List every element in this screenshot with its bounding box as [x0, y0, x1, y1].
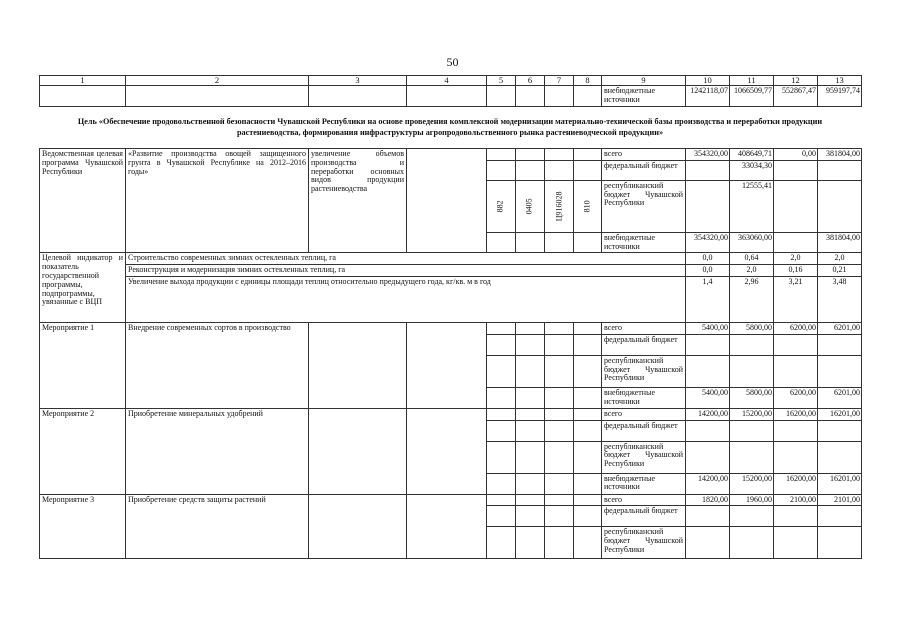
program-label: Ведомственная целевая программа Чувашской Республики — [40, 149, 126, 253]
value-cell: 16200,00 — [774, 473, 818, 494]
value-cell: 5800,00 — [730, 322, 774, 334]
col-2: 2 — [126, 76, 309, 86]
value-cell: 0,16 — [774, 265, 818, 277]
indicator-text: Строительство современных зимних остекленных теплиц, га — [126, 253, 686, 265]
source-label: всего — [602, 322, 686, 334]
code-cell — [574, 180, 602, 232]
col-5: 5 — [487, 76, 516, 86]
source-label: республиканский бюджет Чувашской Республики — [602, 441, 686, 473]
source-label: всего — [602, 149, 686, 161]
indicator-text: Реконструкция и модернизация зимних остекленных теплиц, га — [126, 265, 686, 277]
value-cell: 0,0 — [686, 265, 730, 277]
measure-name: Приобретение минеральных удобрений — [126, 408, 309, 494]
value-cell — [774, 180, 818, 232]
source-label: федеральный бюджет — [602, 506, 686, 527]
value-cell: 2,0 — [730, 265, 774, 277]
col-4: 4 — [407, 76, 487, 86]
value-cell: 12555,41 — [730, 180, 774, 232]
value-cell: 381804,00 — [818, 232, 862, 253]
source-label: республиканский бюджет Чувашской Республики — [602, 180, 686, 232]
source-label: внебюджетные источники — [602, 86, 686, 107]
value-cell: 552867,47 — [774, 86, 818, 107]
value-cell: 14200,00 — [686, 408, 730, 420]
value-cell: 6200,00 — [774, 387, 818, 408]
value-cell: 16200,00 — [774, 408, 818, 420]
value-cell: 0,21 — [818, 265, 862, 277]
source-label: внебюджетные источники — [602, 232, 686, 253]
code-text: 0405 — [524, 198, 534, 215]
value-cell: 15200,00 — [730, 473, 774, 494]
col-13: 13 — [818, 76, 862, 86]
source-label: республиканский бюджет Чувашской Республики — [602, 527, 686, 559]
value-cell: 0,64 — [730, 253, 774, 265]
measure-label: Мероприятие 1 — [40, 322, 126, 408]
value-cell: 5400,00 — [686, 387, 730, 408]
col-6: 6 — [516, 76, 545, 86]
code-cell — [516, 180, 545, 232]
measure-name: Внедрение современных сортов в производство — [126, 322, 309, 408]
value-cell: 33034,30 — [730, 160, 774, 180]
column-number-row — [40, 76, 862, 86]
measure-name: Приобретение средств защиты растений — [126, 494, 309, 559]
value-cell: 5400,00 — [686, 322, 730, 334]
value-cell: 1820,00 — [686, 494, 730, 506]
code-text: Ц916028 — [554, 191, 564, 222]
code-text: 810 — [582, 200, 592, 213]
value-cell: 354320,00 — [686, 232, 730, 253]
value-cell: 1066509,77 — [730, 86, 774, 107]
value-cell — [686, 180, 730, 232]
value-cell: 2,0 — [774, 253, 818, 265]
col-10: 10 — [686, 76, 730, 86]
value-cell: 1242118,07 — [686, 86, 730, 107]
value-cell: 3,48 — [818, 276, 862, 322]
value-cell: 3,21 — [774, 276, 818, 322]
value-cell: 6200,00 — [774, 322, 818, 334]
program-table — [39, 148, 862, 559]
value-cell: 2100,00 — [774, 494, 818, 506]
value-cell — [818, 180, 862, 232]
code-cell — [545, 180, 574, 232]
source-label: внебюджетные источники — [602, 473, 686, 494]
col-8: 8 — [574, 76, 602, 86]
value-cell: 1960,00 — [730, 494, 774, 506]
source-label: федеральный бюджет — [602, 420, 686, 441]
value-cell: 408649,71 — [730, 149, 774, 161]
value-cell: 16201,00 — [818, 473, 862, 494]
col-12: 12 — [774, 76, 818, 86]
header-table — [39, 75, 862, 107]
code-text: 882 — [495, 200, 505, 213]
value-cell: 959197,74 — [818, 86, 862, 107]
indicator-text: Увеличение выхода продукции с единицы площади теплиц относительно предыдущего года, кг/кв. м в год — [126, 276, 686, 322]
value-cell: 15200,00 — [730, 408, 774, 420]
value-cell: 6201,00 — [818, 322, 862, 334]
measure-label: Мероприятие 2 — [40, 408, 126, 494]
page-number: 50 — [446, 55, 459, 69]
value-cell — [774, 232, 818, 253]
measure-label: Мероприятие 3 — [40, 494, 126, 559]
table-row — [40, 494, 862, 506]
code-cell — [487, 180, 516, 232]
source-label: федеральный бюджет — [602, 334, 686, 355]
value-cell: 14200,00 — [686, 473, 730, 494]
value-cell: 0,0 — [686, 253, 730, 265]
program-result: увеличение объемов производства и переработки основных видов продукции растениеводства — [309, 149, 407, 253]
value-cell: 2,0 — [818, 253, 862, 265]
table-row — [40, 265, 862, 277]
col-1: 1 — [40, 76, 126, 86]
value-cell: 0,00 — [774, 149, 818, 161]
table-row — [40, 149, 862, 161]
goal-heading: Цель «Обеспечение продовольственной безопасности Чувашской Республики на основе проведения комплексной модернизации материально-технической базы производства и переработки продукции растениеводства, формирования инфраструктуры агропродовольственного рынка растениеводческой продукции» — [77, 117, 823, 137]
source-label: всего — [602, 494, 686, 506]
value-cell: 381804,00 — [818, 149, 862, 161]
source-label: республиканский бюджет Чувашской Республики — [602, 355, 686, 387]
col-11: 11 — [730, 76, 774, 86]
value-cell: 363060,00 — [730, 232, 774, 253]
source-label: внебюджетные источники — [602, 387, 686, 408]
table-row — [40, 253, 862, 265]
value-cell: 16201,00 — [818, 408, 862, 420]
table-row — [40, 408, 862, 420]
value-cell: 1,4 — [686, 276, 730, 322]
value-cell — [818, 160, 862, 180]
value-cell — [774, 160, 818, 180]
value-cell: 2,96 — [730, 276, 774, 322]
table-row — [40, 322, 862, 334]
source-label: федеральный бюджет — [602, 160, 686, 180]
source-label: всего — [602, 408, 686, 420]
col-9: 9 — [602, 76, 686, 86]
value-cell: 2101,00 — [818, 494, 862, 506]
col-7: 7 — [545, 76, 574, 86]
table-row — [40, 86, 862, 107]
value-cell — [686, 160, 730, 180]
col-3: 3 — [309, 76, 407, 86]
indicator-label: Целевой индикатор и показатель государственной программы, подпрограммы, увязанные с ВЦП — [40, 253, 126, 323]
value-cell: 6201,00 — [818, 387, 862, 408]
value-cell: 354320,00 — [686, 149, 730, 161]
table-row — [40, 276, 862, 322]
value-cell: 5800,00 — [730, 387, 774, 408]
program-name: «Развитие производства овощей защищенного грунта в Чувашской Республике на 2012–2016 годы» — [126, 149, 309, 253]
